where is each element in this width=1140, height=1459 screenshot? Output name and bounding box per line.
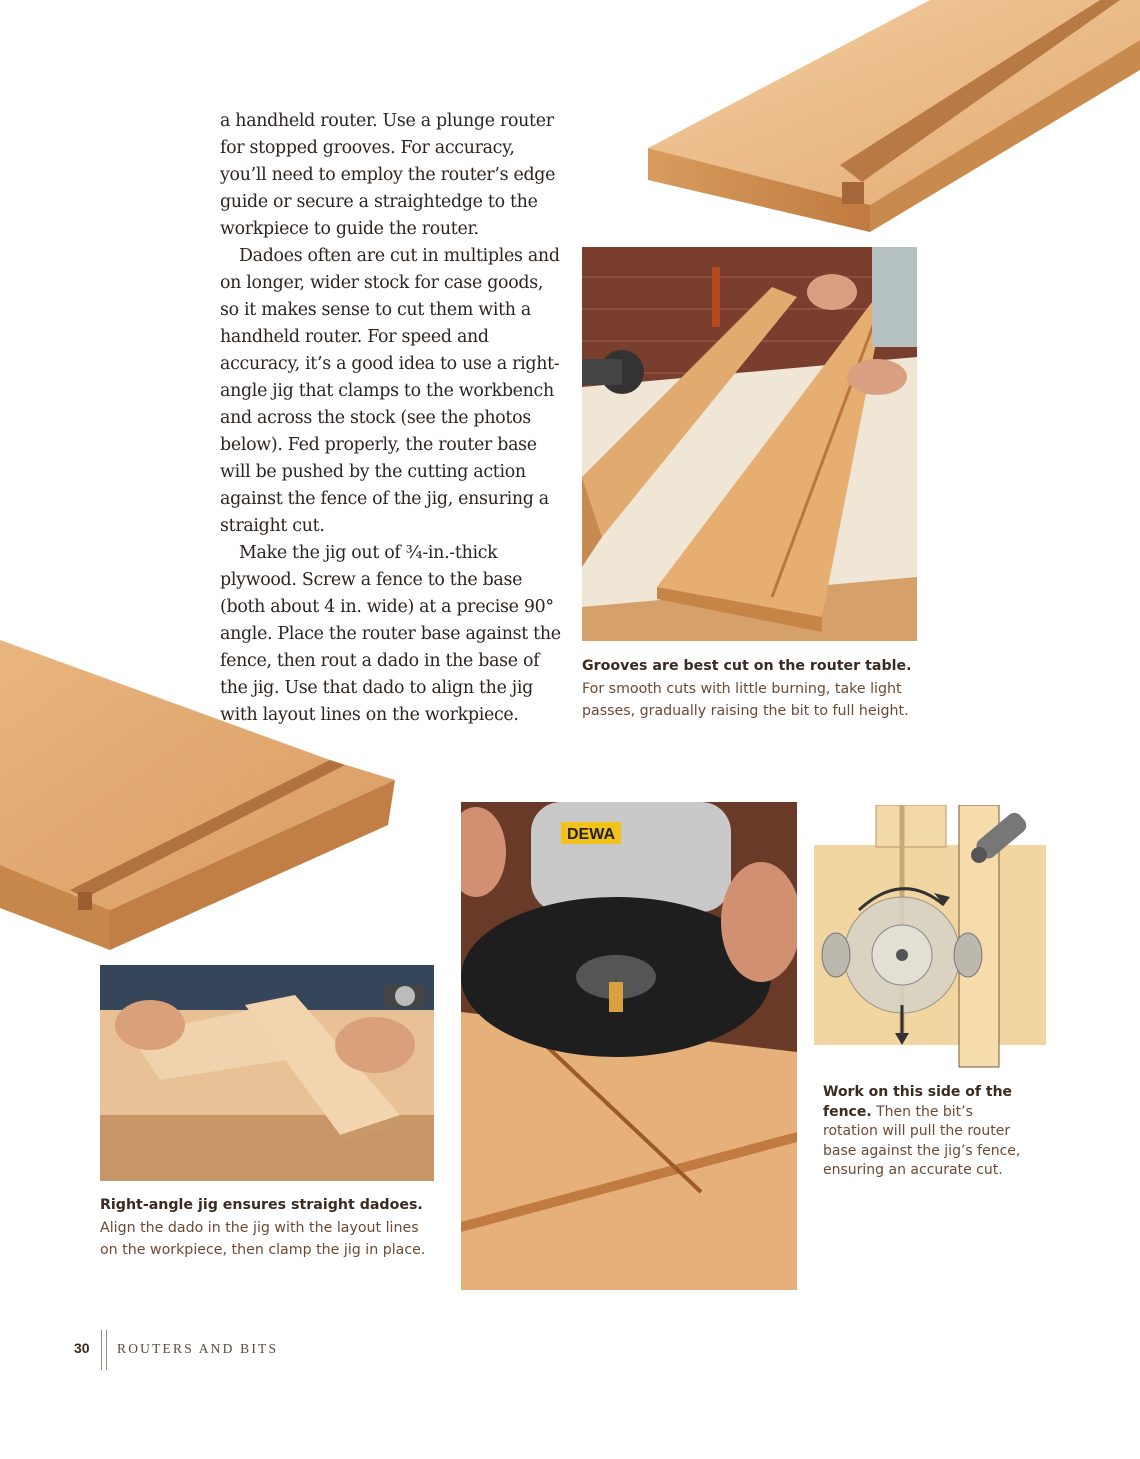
- diagram-caption-text: Then the bit’s rotation will pull the router base against the jig’s fence, ensuring an accurate cut.: [823, 1103, 1021, 1178]
- jig-caption-text: Align the dado in the jig with the layout lines on the workpiece, then clamp the jig in place.: [100, 1219, 426, 1258]
- jig-caption-title: Right-angle jig ensures straight dadoes.: [100, 1197, 423, 1213]
- jig-caption: [100, 1194, 434, 1262]
- router-table-caption: [582, 655, 927, 723]
- body-paragraph-1: a handheld router. Use a plunge router for stopped grooves. For accuracy, you’ll need to employ the router’s edge guide or secure a straightedge to the workpiece to guide the router.: [220, 111, 556, 239]
- body-text: [220, 108, 565, 729]
- grooved-board-left-image: [0, 640, 395, 955]
- body-paragraph-2: Dadoes often are cut in multiples and on longer, wider stock for case goods, so it makes sense to cut them with a handheld router. For speed and accuracy, it’s a good idea to use a right-angle jig that clamps to the workbench and across the stock (see the photos below). Fed properly, the router base will be pushed by the cutting action against the fence of the jig, ensuring a straight cut.: [220, 246, 560, 536]
- footer-rule-2: [106, 1330, 107, 1370]
- jig-diagram-illustration: [814, 805, 1046, 1070]
- router-table-photo: [582, 247, 917, 641]
- grooved-board-top-image: [630, 0, 1140, 240]
- body-paragraph-3: Make the jig out of ¾-in.-thick plywood. Screw a fence to the base (both about 4 in. wide) at a precise 90° angle. Place the router base against the fence, then rout a dado in the base of the jig. Use that dado to align the jig with layout lines on the workpiece.: [220, 543, 561, 725]
- router-table-caption-title: Grooves are best cut on the router table.: [582, 658, 912, 674]
- diagram-caption-title: Work on this side of the fence.: [823, 1084, 1013, 1120]
- right-angle-jig-photo: [100, 965, 434, 1181]
- footer-rule: [101, 1330, 102, 1370]
- diagram-caption: [823, 1083, 1028, 1181]
- router-brand-label: DEWA: [567, 826, 615, 843]
- page-number: 30: [74, 1340, 90, 1356]
- section-title: ROUTERS AND BITS: [117, 1341, 279, 1356]
- router-in-use-photo: [461, 802, 797, 1290]
- router-table-caption-text: For smooth cuts with little burning, take light passes, gradually raising the bit to full height.: [582, 680, 909, 719]
